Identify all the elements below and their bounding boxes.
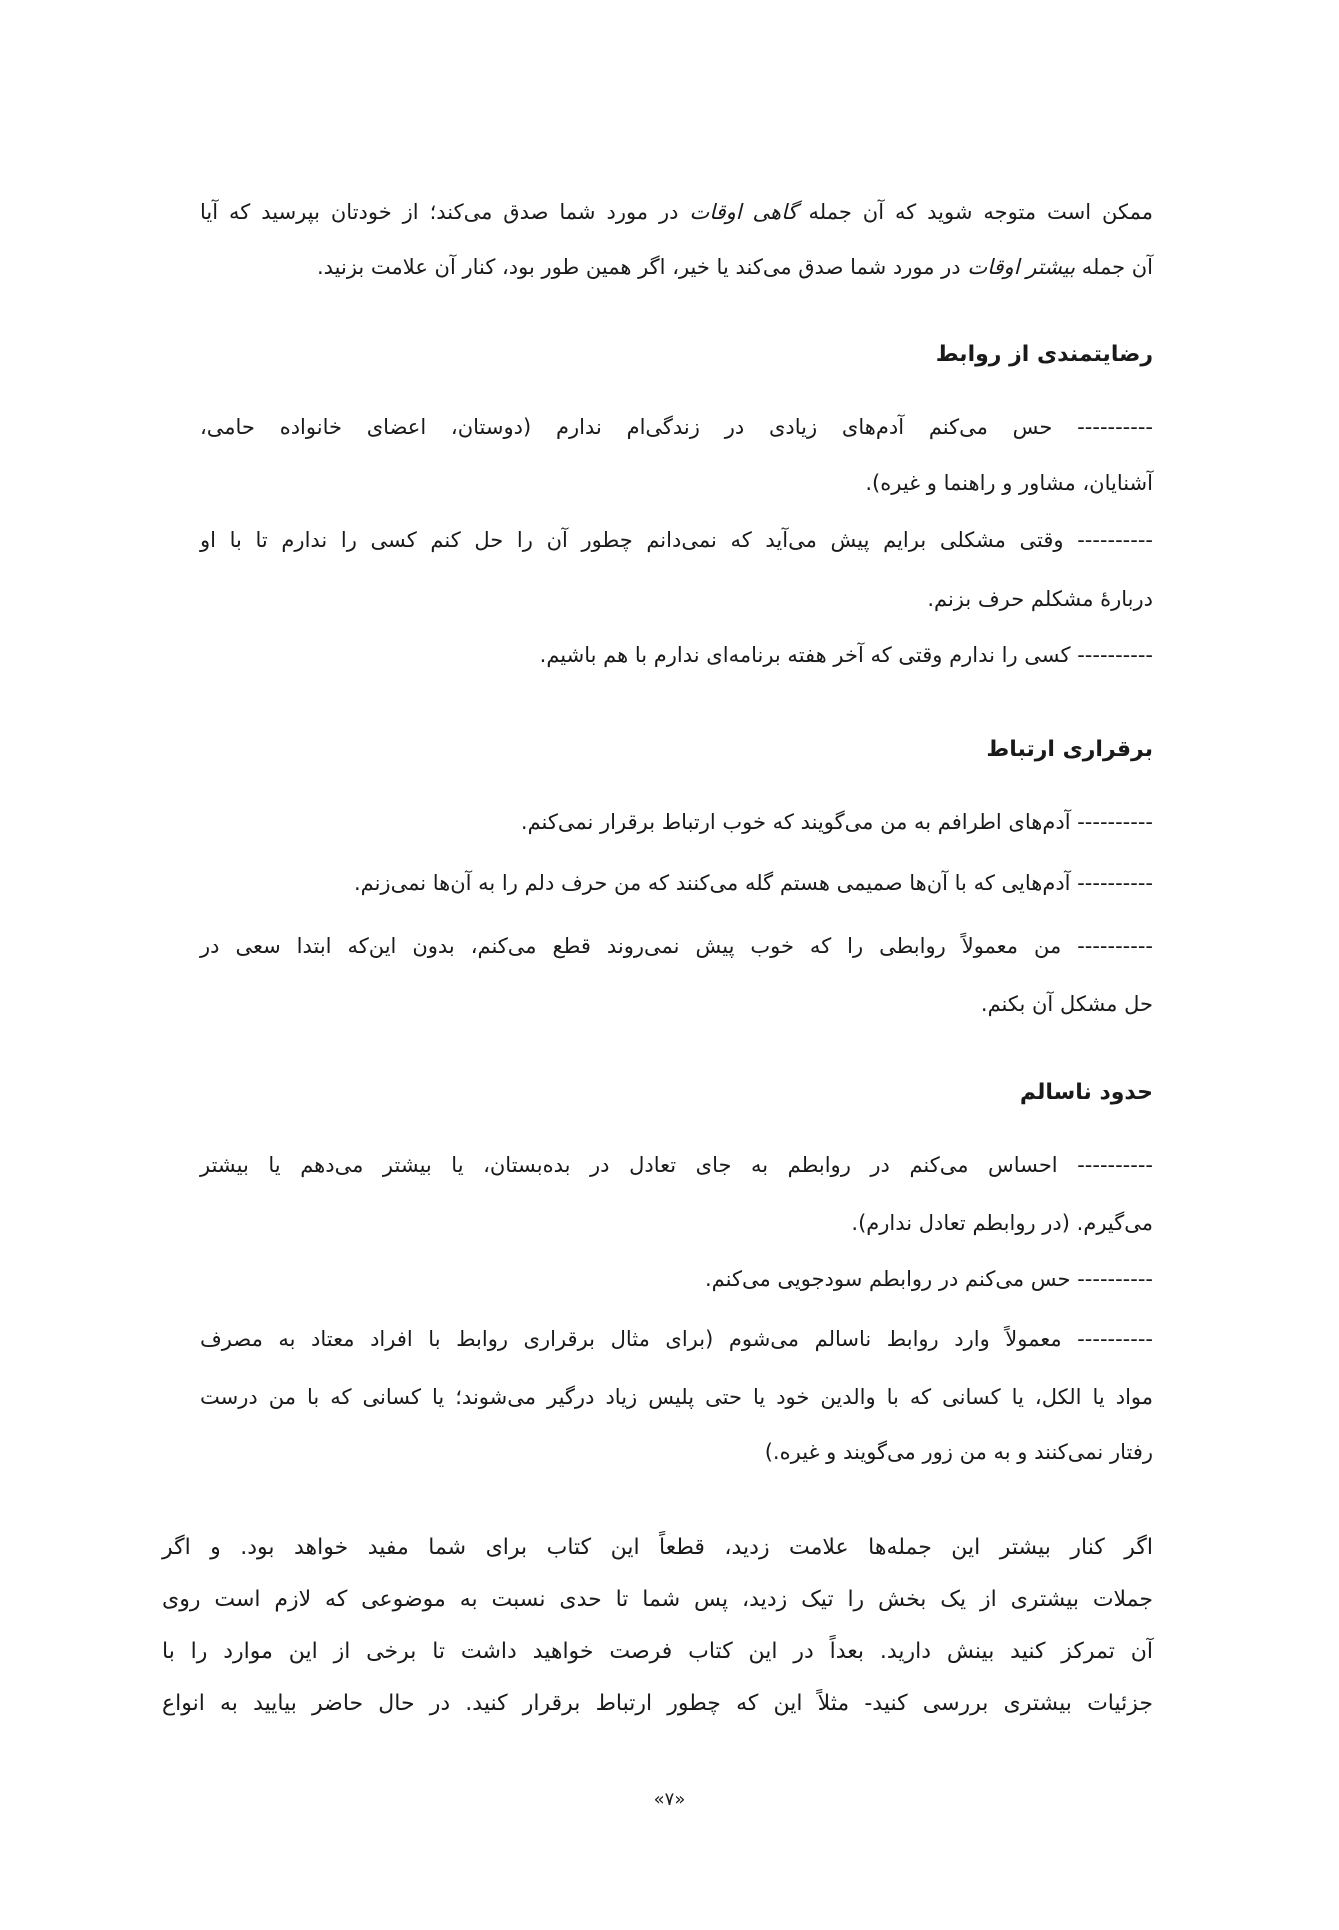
- checklist-item: [200, 931, 1153, 961]
- blank-marker: ----------: [1077, 643, 1153, 667]
- blank-marker: ----------: [1077, 528, 1153, 552]
- intro-text: در مورد شما صدق می‌کند؛ از خودتان بپرسید که آیا: [200, 200, 679, 224]
- checklist-continuation: آشنایان، مشاور و راهنما و غیره).: [865, 471, 1153, 495]
- paragraph-line: آن تمرکز کنید بینش دارید. بعداً در این کتاب فرصت خواهید داشت تا برخی از این موارد را با: [162, 1639, 1153, 1664]
- checklist-item: [200, 1150, 1153, 1180]
- checklist-item: [200, 412, 1153, 442]
- checklist-text: وقتی مشکلی برایم پیش می‌آید که نمی‌دانم چطور آن را حل کنم کسی را ندارم تا با او: [200, 528, 1064, 552]
- checklist-text: حس می‌کنم در روابطم سودجویی می‌کنم.: [704, 1267, 1071, 1291]
- intro-line-1: [200, 197, 1153, 227]
- intro-text: آن جمله: [1081, 255, 1153, 279]
- intro-emphasis: گاهی اوقات: [689, 200, 798, 224]
- blank-marker: ----------: [1077, 415, 1153, 439]
- checklist-text: کسی را ندارم وقتی که آخر هفته برنامه‌ای ندارم با هم باشیم.: [539, 643, 1071, 667]
- checklist-item: [540, 640, 1153, 670]
- checklist-continuation: حل مشکل آن بکنم.: [980, 992, 1153, 1016]
- checklist-item: [521, 807, 1153, 837]
- checklist-text: آدم‌های اطرافم به من می‌گویند که خوب ارتباط برقرار نمی‌کنم.: [520, 810, 1071, 834]
- checklist-text: احساس می‌کنم در روابطم به جای تعادل در بده‌بستان، یا بیشتر می‌دهم یا بیشتر: [200, 1153, 1058, 1177]
- checklist-continuation: دربارهٔ مشکلم حرف بزنم.: [927, 587, 1153, 611]
- checklist-item: [705, 1264, 1153, 1294]
- checklist-continuation: مواد یا الکل، یا کسانی که با والدین خود یا حتی پلیس زیاد درگیر می‌شوند؛ یا کسانی که با من درست: [200, 1385, 1153, 1409]
- checklist-continuation: می‌گیرم. (در روابطم تعادل ندارم).: [851, 1211, 1153, 1235]
- section-title: رضایتمندی از روابط: [935, 342, 1153, 367]
- paragraph-line: اگر کنار بیشتر این جمله‌ها علامت زدید، قطعاً این کتاب برای شما مفید خواهد بود. و اگر: [162, 1535, 1153, 1560]
- intro-emphasis: بیشتر اوقات: [967, 255, 1076, 279]
- checklist-item: [200, 525, 1153, 555]
- checklist-text: آدم‌هایی که با آن‌ها صمیمی هستم گله می‌کنند که من حرف دلم را به آن‌ها نمی‌زنم.: [353, 871, 1071, 895]
- blank-marker: ----------: [1077, 871, 1153, 895]
- intro-text: در مورد شما صدق می‌کند یا خیر، اگر همین طور بود، کنار آن علامت بزنید.: [316, 255, 961, 279]
- section-title: حدود ناسالم: [1019, 1080, 1153, 1105]
- page-number: «۷»: [653, 1789, 686, 1810]
- intro-text: ممکن است متوجه شوید که آن جمله: [808, 200, 1153, 224]
- checklist-text: معمولاً وارد روابط ناسالم می‌شوم (برای مثال برقراری روابط با افراد معتاد به مصرف: [200, 1327, 1062, 1351]
- checklist-item: [200, 1324, 1153, 1354]
- checklist-continuation: رفتار نمی‌کنند و به من زور می‌گویند و غیره.): [764, 1440, 1153, 1464]
- blank-marker: ----------: [1077, 1153, 1153, 1177]
- paragraph-line: جملات بیشتری از یک بخش را تیک زدید، پس شما تا حدی نسبت به موضوعی که لازم است روی: [162, 1587, 1153, 1612]
- section-title: برقراری ارتباط: [986, 737, 1153, 762]
- checklist-item: [354, 868, 1153, 898]
- blank-marker: ----------: [1077, 1327, 1153, 1351]
- blank-marker: ----------: [1077, 1267, 1153, 1291]
- blank-marker: ----------: [1077, 934, 1153, 958]
- intro-line-2: [317, 252, 1153, 282]
- checklist-text: حس می‌کنم آدم‌های زیادی در زندگی‌ام ندارم (دوستان، اعضای خانواده حامی،: [200, 415, 1053, 439]
- blank-marker: ----------: [1077, 810, 1153, 834]
- checklist-text: من معمولاً روابطی را که خوب پیش نمی‌روند قطع می‌کنم، بدون این‌که ابتدا سعی در: [200, 934, 1062, 958]
- paragraph-line: جزئیات بیشتری بررسی کنید- مثلاً این که چطور ارتباط برقرار کنید. در حال حاضر بیایید به انواع: [162, 1691, 1153, 1716]
